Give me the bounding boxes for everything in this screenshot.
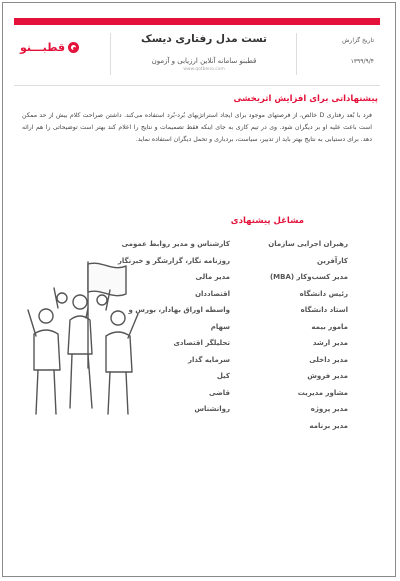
- list-item: استاد دانشگاه: [300, 306, 348, 314]
- list-item: کارشناس و مدیر روابط عمومی: [121, 240, 230, 248]
- suggestions-text: فرد با بُعد رفتاری D خالص، از فرصتهای موجود برای ایجاد استراتژیهای بُرد-بُرد استفاده می‌کند. داشتن صراحت کلام بیش از حد ممکن است باعث علیه او بر دیگران شود. وی در تیم کاری به جای اینکه فقط تصمیمات و نتایج را اعلام کند بهتر است توضیحاتی را هم ارائه دهد. برای دستیابی به نتایج بهتر باید از تدبیر، سیاست، بردباری و تحمل دیگران استفاده نماید.: [22, 112, 372, 143]
- list-item: تحلیلگر اقتصادی: [173, 339, 230, 347]
- site-url: www.qotbeno.com: [183, 67, 225, 72]
- header-divider: [110, 33, 111, 75]
- list-item: مدیر مالی: [195, 273, 230, 281]
- jobs-title: مشاغل پیشنهادی: [230, 216, 304, 226]
- list-item: قاضی: [208, 388, 230, 397]
- brand-logo: [20, 41, 79, 54]
- list-item: رهبران اجرایی سازمان: [268, 240, 348, 248]
- list-item: مدیر داخلی: [309, 355, 348, 364]
- header-divider: [296, 33, 297, 75]
- list-item: مدیر فروش: [307, 372, 348, 380]
- header-divider-line: [14, 85, 380, 86]
- list-item: روانشناس: [194, 405, 230, 413]
- report-date-label: تاریخ گزارش: [342, 37, 374, 44]
- list-item: مدیر پروژه: [310, 405, 348, 413]
- list-item: روزنامه نگار، گزارشگر و خبرنگار: [117, 256, 230, 265]
- logo-text: قطبـــنو: [20, 41, 66, 54]
- header-accent-bar: [14, 18, 380, 25]
- list-item: سهام: [210, 322, 230, 331]
- list-item: کارآفرین: [317, 256, 348, 265]
- list-item: اقتصاددان: [195, 289, 230, 298]
- list-item: سرمایه گذار: [187, 355, 230, 364]
- report-meta: [304, 37, 374, 65]
- report-date: ۱۳۹۹/۹/۴: [350, 58, 374, 65]
- list-item: مدیر ارشد: [312, 339, 348, 347]
- list-item: واسطه اوراق بهادار، بورس و: [128, 306, 230, 314]
- suggestions-title: پیشنهاداتی برای افزایش اثربخشی: [233, 94, 378, 104]
- report-header: [14, 25, 380, 85]
- page-subtitle: قطبنو سامانه آنلاین ارزیابی و آزمون: [151, 57, 257, 65]
- list-item: کیل: [216, 372, 230, 380]
- team-with-flag-illustration: [22, 258, 142, 418]
- jobs-column-right: [268, 236, 348, 434]
- page-title: تست مدل رفتاری دیسک: [141, 33, 267, 45]
- list-item: مامور بیمه: [311, 322, 348, 331]
- list-item: رئیس دانشگاه: [299, 289, 348, 298]
- logo-icon: [68, 42, 79, 53]
- list-item: مدیر کسب‌وکار (MBA): [269, 273, 348, 281]
- list-item: مدیر برنامه: [309, 421, 348, 430]
- list-item: مشاور مدیریت: [297, 388, 348, 397]
- title-block: [124, 33, 284, 72]
